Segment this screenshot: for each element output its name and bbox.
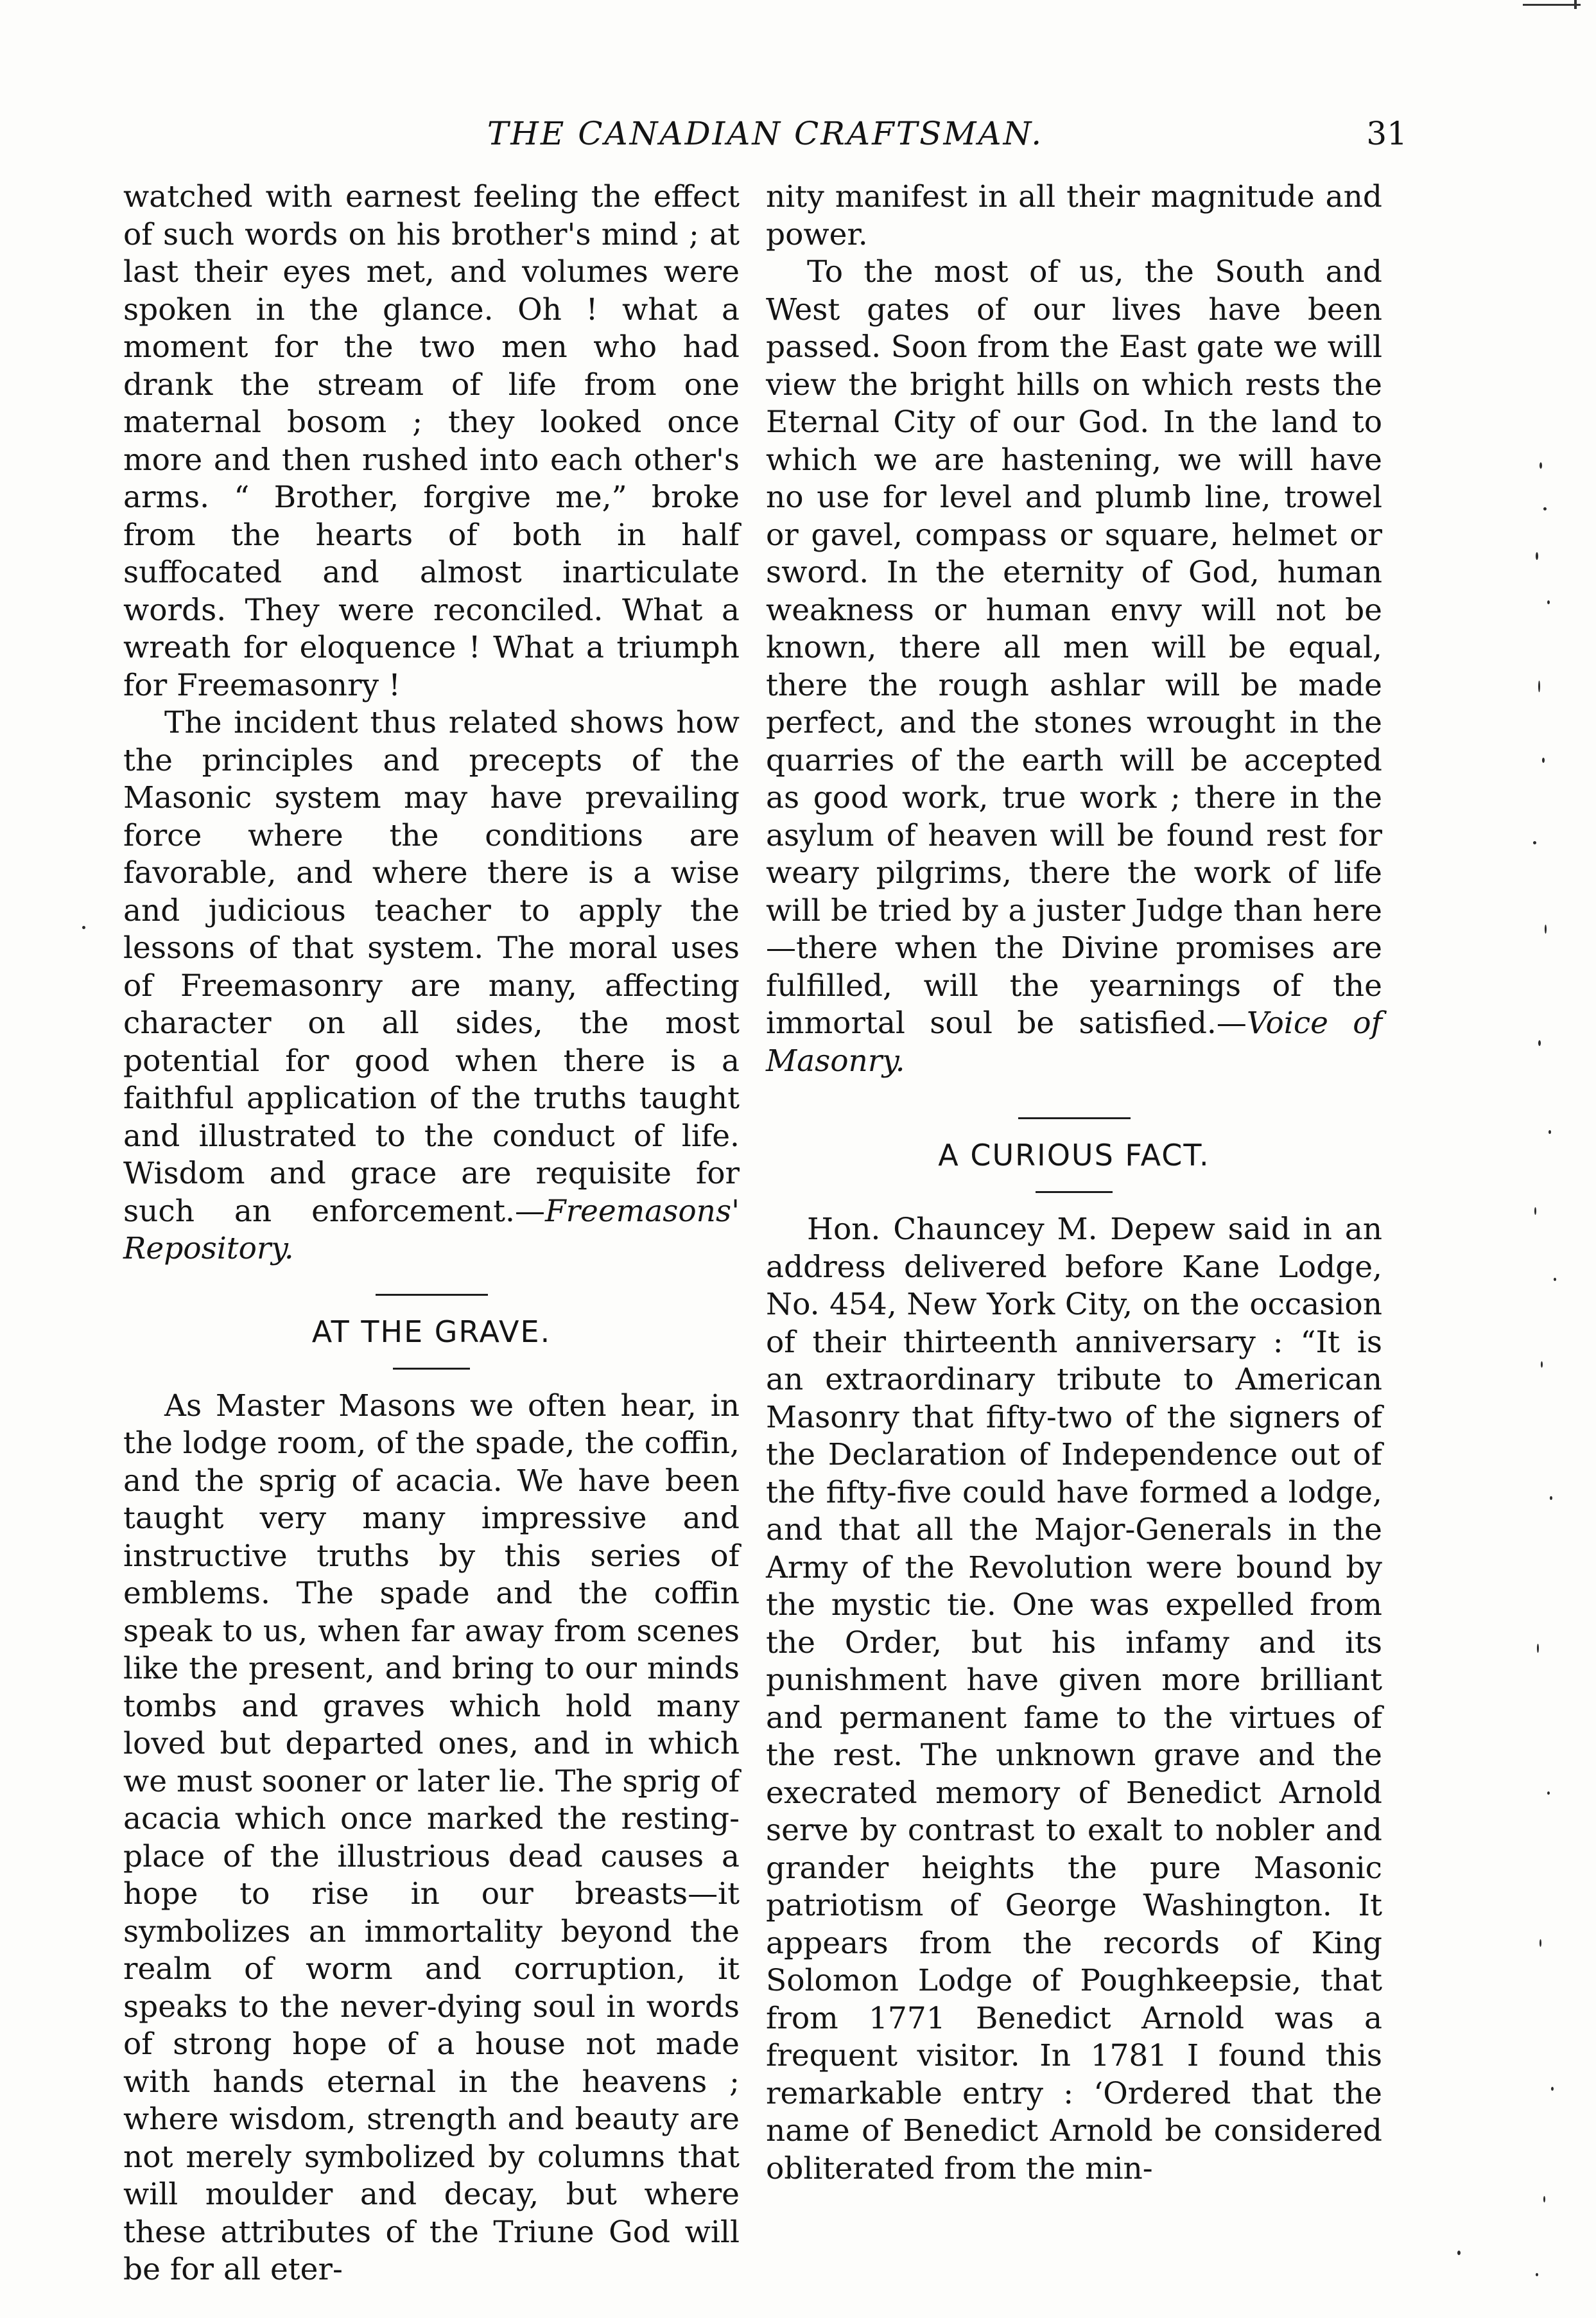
margin-speck [1540,462,1542,469]
margin-speck [1540,1939,1541,1947]
left-column [123,179,740,2289]
margin-speck [1551,2087,1554,2091]
margin-speck [1536,552,1538,560]
right-paragraph-2 [766,254,1382,1080]
margin-speck [1547,600,1550,604]
left-paragraph-2-citation: Freemasons' Repository. [123,1193,740,1266]
left-paragraph-2-text: The incident thus related shows how the principles and precepts of the Masonic system may have prevailing force where the conditions are favorable, and where there is a wise and judicious teacher to apply the lessons of that system. The moral uses of Freemasonry are many, affecting character on all sides, the most potential for good when there is a faithful application of the truths taught and illustrated to the conduct of life. Wisdom and grace are requisite for such an enforcement.— [123,705,740,1229]
section-rule-top [376,1294,488,1296]
margin-speck [1550,1496,1552,1500]
right-paragraph-2-text: To the most of us, the South and West gates of our lives have been passed. Soon from the East gate we will view the bright hills on which rests the Eternal City of our God. In the land to which we are hastening, we will have no use for level and plumb line, trowel or gavel, compass or square, helmet or sword. In the eternity of God, human weakness or human envy will not be known, there all men will be equal, there the rough ashlar will be made perfect, and the stones wrought in the quarries of the earth will be accepted as good work, true work ; there in the asylum of heaven will be found rest for weary pilgrims, there the work of life will be tried by a juster Judge than here—there when the Divine promises are fulfilled, will the yearnings of the immortal soul be satisfied.— [766,254,1382,1041]
right-paragraph-2-citation: Voice of Masonry. [766,1006,1382,1079]
section-heading-a-curious-fact: A CURIOUS FACT. [938,1138,1210,1172]
right-column [766,179,1382,2188]
margin-speck [1533,841,1536,844]
margin-speck [1554,1278,1556,1281]
margin-speck [1534,1207,1536,1215]
right-paragraph-3: Hon. Chauncey M. Depew said in an address delivered before Kane Lodge, No. 454, New York City, on the occasion of their thirteenth anniversary : “It is an extraordinary tribute to American Masonry that fifty-two of the signers of the Declaration of Independence out of the fifty-five could have formed a lodge, and that all the Major-Generals in the Army of the Revolution were bound by the mystic tie. One was expelled from the Order, but his infamy and its punishment have given more brilliant and permanent fame to the virtues of the rest. The unknown grave and the execrated memory of Benedict Arnold serve by contrast to exalt to nobler and grander heights the pure Masonic patriotism of George Washington. It appears from the records of King Solomon Lodge of Poughkeepsie, that from 1771 Benedict Arnold was a frequent visitor. In 1781 I found this remarkable entry : ‘Ordered that the name of Benedict Arnold be considered obliterated from the min- [766,1212,1382,2186]
margin-speck [1545,925,1547,934]
margin-speck [1543,2196,1545,2202]
corner-tick [1574,0,1577,9]
section-rule-top [1018,1117,1131,1119]
margin-speck [1548,1130,1551,1134]
margin-speck [1538,1040,1541,1046]
margin-speck [1541,1361,1543,1368]
margin-speck [1457,2251,1461,2255]
section-heading-at-the-grave: AT THE GRAVE. [311,1314,551,1349]
left-paragraph-1: watched with earnest feeling the effect of such words on his brother's mind ; at last their eyes met, and volumes were spoken in the glance. Oh ! what a moment for the two men who had drank the stream of life from one maternal bosom ; they looked once more and then rushed into each other's arms. “ Brother, forgive me,” broke from the hearts of both in half suffocated and almost inarticulate words. They were reconciled. What a wreath for eloquence ! What a triumph for Freemasonry ! [123,179,740,703]
page-number: 31 [1366,115,1407,152]
running-title: THE CANADIAN CRAFTSMAN. [487,115,1044,152]
margin-speck [1536,2273,1538,2276]
margin-speck [1543,507,1547,510]
right-paragraph-1: nity manifest in all their magnitude and power. [766,179,1382,252]
corner-rule [1523,4,1581,6]
margin-speck [1547,1791,1550,1795]
margin-speck [1537,1644,1539,1653]
running-head [123,108,1407,159]
margin-speck [82,926,85,929]
margin-speck [1538,681,1540,692]
left-paragraph-2 [123,704,740,1268]
left-paragraph-3: As Master Masons we often hear, in the lodge room, of the spade, the coffin, and the sprig of acacia. We have been taught very many impressive and instructive truths by this series of emblems. The spade and the coffin speak to us, when far away from scenes like the present, and bring to our minds tombs and graves which hold many loved but departed ones, and in which we must sooner or later lie. The sprig of acacia which once marked the resting-place of the illustrious dead causes a hope to rise in our breasts—it symbolizes an immortality beyond the realm of worm and corruption, it speaks to the never-dying soul in words of strong hope of a house not made with hands eternal in the heavens ; where wisdom, strength and beauty are not merely symbolized by columns that will moulder and decay, but where these attributes of the Triune God will be for all eter- [123,1388,740,2287]
margin-speck [1542,758,1545,763]
